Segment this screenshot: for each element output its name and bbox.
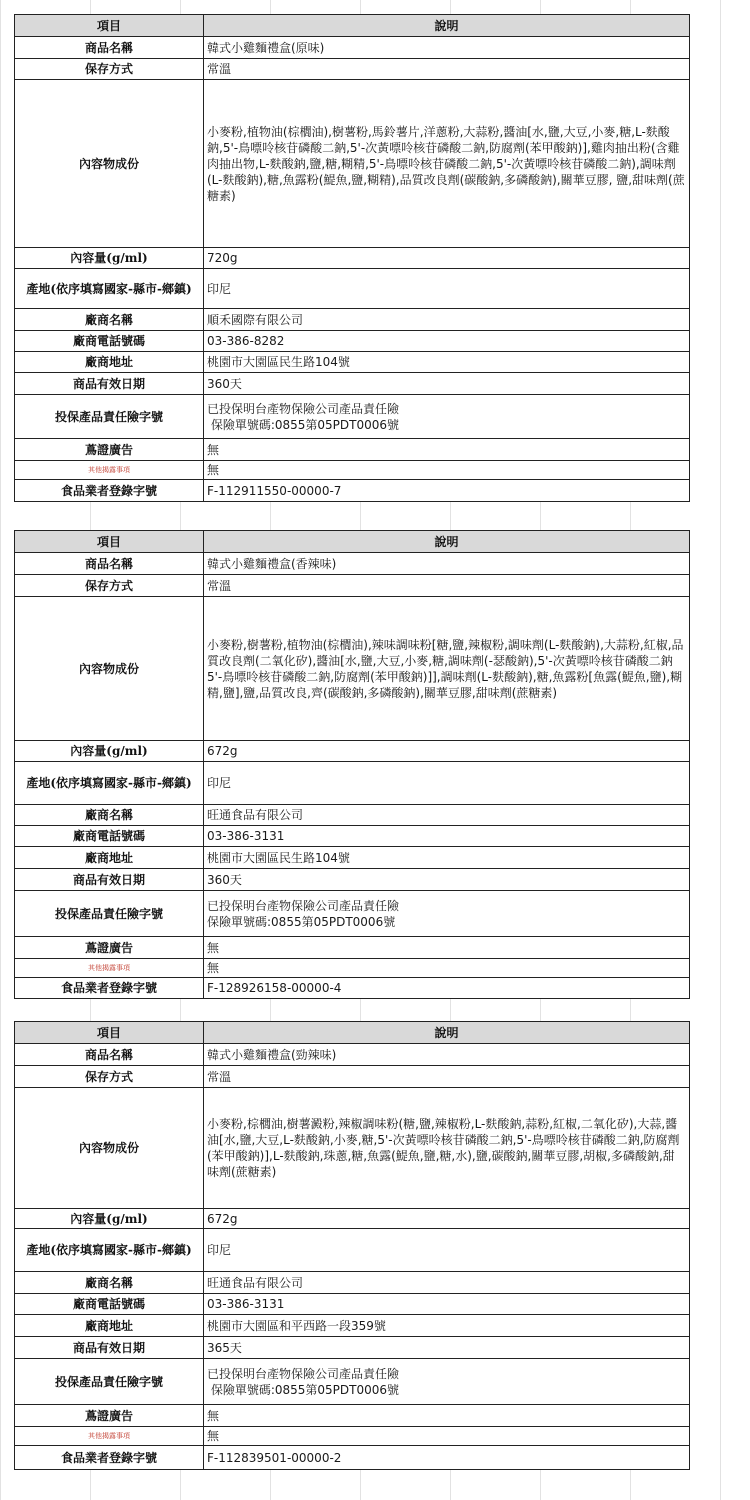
value-ingredients: 小麥粉,棕櫚油,樹薯澱粉,辣椒調味粉(糖,鹽,辣椒粉,L-麩酸鈉,蒜粉,紅椒,二氧化矽),大蒜,醬油[水,鹽,大豆,L-麩酸鈉,小麥,糖,5'-次黃嘌呤核苷磷酸二鈉,5'-鳥嘌呤核苷磷酸二鈉,防腐劑(苯甲酸鈉)],L-麩酸鈉,珠蔥,糖,魚露(鯷魚,鹽,糖,水),鹽,碳酸鈉,關華豆膠,胡椒,多磷酸鈉,甜味劑(蔗糖素)	[204, 1088, 690, 1209]
value-claim: 無	[204, 439, 690, 461]
label-storage: 保存方式	[15, 1066, 204, 1088]
value-ingredients: 小麥粉,樹薯粉,植物油(棕櫚油),辣味調味粉[糖,鹽,辣椒粉,調味劑(L-麩酸鈉),大蒜粉,紅椒,品質改良劑(二氧化矽),醬油[水,鹽,大豆,小麥,糖,調味劑(-瑟酸鈉),5'-次黃嘌呤核苷磷酸二鈉5'-鳥嘌呤核苷磷酸二鈉,防腐劑(苯甲酸鈉)]],調味劑(L-麩酸鈉),糖,魚露粉[魚露(鯷魚,鹽),糊精,鹽],鹽,品質改良,齊(碳酸鈉,多磷酸鈉),關華豆膠,甜味劑(蔗糖素)	[204, 597, 690, 741]
label-address: 廠商地址	[15, 847, 204, 869]
value-product-name: 韓式小雞麵禮盒(原味)	[204, 37, 690, 59]
product-table-spicy	[14, 530, 690, 999]
row-claim	[15, 1405, 690, 1427]
header-row	[15, 1022, 690, 1044]
value-phone: 03-386-3131	[204, 1294, 690, 1315]
insurance-line-2: 保險單號碼:0855第05PDT0006號	[207, 417, 400, 432]
spec-table	[14, 1021, 690, 1470]
row-phone	[15, 1294, 690, 1315]
value-ingredients: 小麥粉,植物油(棕櫚油),樹薯粉,馬鈴薯片,洋蔥粉,大蒜粉,醬油[水,鹽,大豆,小麥,糖,L-麩酸鈉,5'-鳥嘌呤核苷磷酸二鈉,5'-次黃嘌呤核苷磷酸二鈉,防腐劑(苯甲酸鈉)],雞肉抽出粉(含雞肉抽出物,L-麩酸鈉,鹽,糖,糊精,5'-鳥嘌呤核苷磷酸二鈉,5'-次黃嘌呤核苷磷酸二鈉),調味劑(L-麩酸鈉),糖,魚露粉(鯷魚,鹽,糊精),品質改良劑(碳酸鈉,多磷酸鈉),關華豆膠, 鹽,甜味劑(蔗糖素)	[204, 80, 690, 248]
row-insurance	[15, 395, 690, 439]
label-phone: 廠商電話號碼	[15, 1294, 204, 1315]
value-storage: 常溫	[204, 575, 690, 597]
label-storage: 保存方式	[15, 59, 204, 80]
spec-table	[14, 530, 690, 999]
row-registration	[15, 480, 690, 502]
row-origin	[15, 762, 690, 805]
insurance-line-1: 已投保明台產物保險公司產品責任險	[207, 898, 400, 913]
insurance-line-2: 保險單號碼:0855第05PDT0006號	[207, 914, 396, 929]
label-insurance: 投保產品責任險字號	[15, 395, 204, 439]
row-registration	[15, 1446, 690, 1470]
value-claim: 無	[204, 1405, 690, 1427]
label-insurance: 投保產品責任險字號	[15, 891, 204, 937]
row-claim	[15, 439, 690, 461]
row-product-name	[15, 37, 690, 59]
label-shelf-life: 商品有效日期	[15, 1337, 204, 1359]
value-shelf-life: 360天	[204, 869, 690, 891]
label-phone: 廠商電話號碼	[15, 331, 204, 352]
row-net-content	[15, 248, 690, 269]
insurance-line-2: 保險單號碼:0855第05PDT0006號	[207, 1382, 400, 1397]
label-storage: 保存方式	[15, 575, 204, 597]
label-origin: 產地(依序填寫國家-縣市-鄉鎮)	[15, 1229, 204, 1272]
label-origin: 產地(依序填寫國家-縣市-鄉鎮)	[15, 269, 204, 309]
row-shelf-life	[15, 1337, 690, 1359]
value-net-content: 720g	[204, 248, 690, 269]
header-item: 項目	[15, 15, 204, 37]
row-storage	[15, 59, 690, 80]
header-description: 說明	[204, 15, 690, 37]
value-product-name: 韓式小雞麵禮盒(勁辣味)	[204, 1044, 690, 1066]
value-shelf-life: 360天	[204, 373, 690, 395]
value-claim: 無	[204, 937, 690, 959]
row-address	[15, 352, 690, 373]
row-maker	[15, 309, 690, 331]
row-maker	[15, 805, 690, 826]
value-origin: 印尼	[204, 762, 690, 805]
label-maker: 廠商名稱	[15, 805, 204, 826]
value-other-disclosure: 無	[204, 959, 690, 978]
value-registration: F-128926158-00000-4	[204, 978, 690, 999]
label-address: 廠商地址	[15, 1315, 204, 1337]
label-product-name: 商品名稱	[15, 553, 204, 575]
label-other-disclosure: 其他揭露事項	[15, 461, 204, 480]
row-address	[15, 1315, 690, 1337]
label-ingredients: 內容物成份	[15, 1088, 204, 1209]
header-row	[15, 15, 690, 37]
row-shelf-life	[15, 373, 690, 395]
row-net-content	[15, 741, 690, 762]
row-net-content	[15, 1209, 690, 1229]
label-other-disclosure: 其他揭露事項	[15, 959, 204, 978]
row-storage	[15, 1066, 690, 1088]
value-origin: 印尼	[204, 269, 690, 309]
value-storage: 常溫	[204, 1066, 690, 1088]
label-registration: 食品業者登錄字號	[15, 1446, 204, 1470]
value-address: 桃園市大園區民生路104號	[204, 847, 690, 869]
row-other-disclosure	[15, 1427, 690, 1446]
value-phone: 03-386-3131	[204, 826, 690, 847]
label-other-disclosure: 其他揭露事項	[15, 1427, 204, 1446]
row-ingredients	[15, 80, 690, 248]
row-insurance	[15, 1359, 690, 1405]
label-net-content: 內容量(g/ml)	[15, 741, 204, 762]
value-storage: 常溫	[204, 59, 690, 80]
label-maker: 廠商名稱	[15, 1272, 204, 1294]
product-table-original	[14, 14, 690, 502]
label-net-content: 內容量(g/ml)	[15, 248, 204, 269]
row-shelf-life	[15, 869, 690, 891]
row-address	[15, 847, 690, 869]
label-maker: 廠商名稱	[15, 309, 204, 331]
label-shelf-life: 商品有效日期	[15, 373, 204, 395]
label-insurance: 投保產品責任險字號	[15, 1359, 204, 1405]
label-address: 廠商地址	[15, 352, 204, 373]
header-row	[15, 531, 690, 553]
value-registration: F-112911550-00000-7	[204, 480, 690, 502]
value-maker: 順禾國際有限公司	[204, 309, 690, 331]
value-other-disclosure: 無	[204, 1427, 690, 1446]
label-ingredients: 內容物成份	[15, 80, 204, 248]
value-maker: 旺通食品有限公司	[204, 1272, 690, 1294]
value-net-content: 672g	[204, 741, 690, 762]
value-insurance	[204, 891, 690, 937]
spec-table	[14, 14, 690, 502]
row-product-name	[15, 553, 690, 575]
label-registration: 食品業者登錄字號	[15, 978, 204, 999]
row-origin	[15, 269, 690, 309]
header-description: 說明	[204, 531, 690, 553]
value-insurance	[204, 395, 690, 439]
row-ingredients	[15, 1088, 690, 1209]
header-item: 項目	[15, 1022, 204, 1044]
value-net-content: 672g	[204, 1209, 690, 1229]
value-shelf-life: 365天	[204, 1337, 690, 1359]
row-registration	[15, 978, 690, 999]
label-origin: 產地(依序填寫國家-縣市-鄉鎮)	[15, 762, 204, 805]
label-product-name: 商品名稱	[15, 37, 204, 59]
label-claim: 蔦證廣告	[15, 1405, 204, 1427]
value-registration: F-112839501-00000-2	[204, 1446, 690, 1470]
row-other-disclosure	[15, 461, 690, 480]
header-description: 說明	[204, 1022, 690, 1044]
label-phone: 廠商電話號碼	[15, 826, 204, 847]
label-claim: 蔦證廣告	[15, 937, 204, 959]
label-registration: 食品業者登錄字號	[15, 480, 204, 502]
value-maker: 旺通食品有限公司	[204, 805, 690, 826]
label-product-name: 商品名稱	[15, 1044, 204, 1066]
label-net-content: 內容量(g/ml)	[15, 1209, 204, 1229]
insurance-line-1: 已投保明台產物保險公司產品責任險	[207, 401, 400, 416]
value-other-disclosure: 無	[204, 461, 690, 480]
row-ingredients	[15, 597, 690, 741]
row-maker	[15, 1272, 690, 1294]
label-ingredients: 內容物成份	[15, 597, 204, 741]
row-phone	[15, 826, 690, 847]
row-storage	[15, 575, 690, 597]
row-product-name	[15, 1044, 690, 1066]
value-phone: 03-386-8282	[204, 331, 690, 352]
product-table-hot	[14, 1021, 690, 1470]
insurance-line-1: 已投保明台產物保險公司產品責任險	[207, 1366, 400, 1381]
label-claim: 蔦證廣告	[15, 439, 204, 461]
value-address: 桃園市大園區和平西路一段359號	[204, 1315, 690, 1337]
row-claim	[15, 937, 690, 959]
label-shelf-life: 商品有效日期	[15, 869, 204, 891]
row-insurance	[15, 891, 690, 937]
header-item: 項目	[15, 531, 204, 553]
row-phone	[15, 331, 690, 352]
row-origin	[15, 1229, 690, 1272]
value-address: 桃園市大園區民生路104號	[204, 352, 690, 373]
value-product-name: 韓式小雞麵禮盒(香辣味)	[204, 553, 690, 575]
value-origin: 印尼	[204, 1229, 690, 1272]
row-other-disclosure	[15, 959, 690, 978]
value-insurance	[204, 1359, 690, 1405]
